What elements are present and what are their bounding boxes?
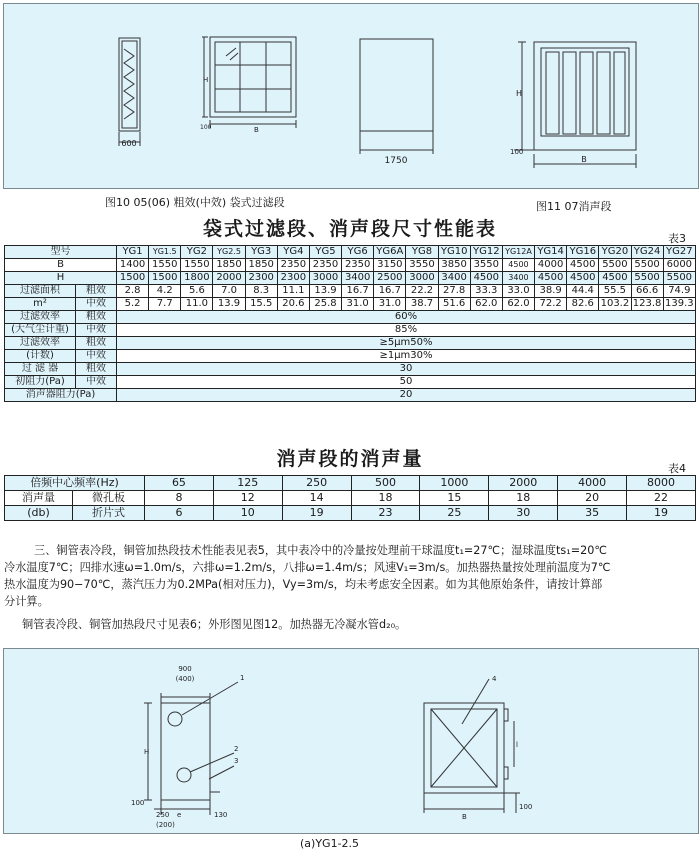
inlet-pipe-icon: [168, 712, 182, 726]
table3-number: 表3: [668, 232, 686, 245]
h-cell: 2300: [277, 272, 309, 285]
dim-b-coil: B: [462, 813, 467, 821]
eff1-label-a: 过滤效率: [5, 311, 76, 324]
sil-res-value: 20: [117, 389, 696, 402]
eff2-coarse-label: 粗效: [76, 337, 117, 350]
dim-200: (200): [156, 821, 175, 829]
b-cell: 4500: [567, 259, 599, 272]
b-cell: 5500: [631, 259, 663, 272]
res-coarse-label: 粗效: [76, 363, 117, 376]
row2-cell: 19: [282, 506, 351, 521]
dim-100-filter: 100: [200, 124, 212, 131]
area-medium-cell: 25.8: [309, 298, 341, 311]
eff2-coarse-value: ≥5μm50%: [117, 337, 696, 350]
dim-h-coil: H: [144, 748, 150, 756]
area-coarse-cell: 22.2: [406, 285, 438, 298]
area-unit: m²: [5, 298, 76, 311]
area-coarse-cell: 5.6: [181, 285, 213, 298]
unit-label: (db): [5, 506, 73, 521]
area-coarse-cell: 2.8: [117, 285, 149, 298]
dim-b-filter: B: [254, 126, 259, 134]
filter-silencer-drawings: [3, 3, 699, 189]
dim-100-coil: 100: [131, 799, 145, 807]
h-cell: 5500: [663, 272, 695, 285]
area-medium-cell: 139.3: [665, 298, 694, 309]
res-coarse-value: 30: [117, 363, 696, 376]
row1-cell: 8: [145, 491, 214, 506]
dim-400: (400): [175, 675, 195, 683]
dim-900: 900: [178, 665, 192, 673]
eff2-medium-label: 中效: [76, 350, 117, 363]
para-line-1: 三、铜管表冷段，铜管加热段技术性能表见表5，其中表冷中的冷量按处理前干球温度t₁=27℃；湿球温度ts₁=20℃: [34, 544, 607, 557]
b-cell: 1850: [245, 259, 277, 272]
area-medium-cell: 15.5: [245, 298, 277, 311]
eff2-label-b: (计数): [5, 350, 76, 363]
h-cell: 3400: [438, 272, 470, 285]
table3-title: 袋式过滤段、消声段尺寸性能表: [202, 218, 497, 240]
para-line-2: 冷水温度7℃；四排水速ω=1.0m/s，六排ω=1.2m/s，八排ω=1.4m/s；风速V₁=3m/s。加热器热量按处理前温度为7℃: [4, 561, 611, 574]
model-cell: YG20: [599, 246, 631, 259]
model-cell: YG8: [406, 246, 438, 259]
area-medium-cell: 7.7: [149, 298, 181, 311]
model-cell: YG1.5: [149, 246, 181, 259]
res-medium-value: 50: [117, 376, 696, 389]
model-cell: YG3: [245, 246, 277, 259]
row1-cell: 20: [558, 491, 627, 506]
res-label-a: 过 滤 器: [5, 363, 76, 376]
h-cell: 2300: [245, 272, 277, 285]
row1-cell: 14: [282, 491, 351, 506]
row2-cell: 23: [351, 506, 420, 521]
area-coarse-cell: 7.0: [213, 285, 245, 298]
model-cell: YG6A: [374, 246, 406, 259]
dim-600: 600: [121, 139, 137, 148]
table4-number: 表4: [668, 462, 686, 475]
h-cell: 3400: [342, 272, 374, 285]
amount-label: 消声量: [5, 491, 73, 506]
eff1-medium-value: 85%: [117, 324, 696, 337]
b-cell: 3550: [406, 259, 438, 272]
model-cell: YG27: [663, 246, 695, 259]
b-cell: 2350: [342, 259, 374, 272]
dim-h-filter: H: [203, 76, 209, 84]
freq-cell: 2000: [489, 476, 558, 491]
para-line-3: 热水温度为90−70℃，蒸汽压力为0.2MPa(相对压力)，Vy=3m/s，均未考虑安全因素。如为其他原始条件，请按计算部: [4, 578, 603, 591]
h-cell: 2000: [213, 272, 245, 285]
dim-100-coil-front: 100: [519, 803, 533, 811]
freq-cell: 250: [282, 476, 351, 491]
table4-title: 消声段的消声量: [276, 448, 424, 470]
eff1-label-b: (大气尘计重): [5, 324, 76, 337]
eff1-coarse-label: 粗效: [76, 311, 117, 324]
dim-h-silencer: H: [516, 89, 523, 98]
row2-label: 折片式: [73, 506, 145, 521]
dim-l: l: [516, 741, 518, 749]
area-medium-cell: 31.0: [374, 298, 406, 311]
area-coarse-cell: 55.5: [599, 285, 631, 298]
h-cell: 1800: [181, 272, 213, 285]
model-cell: YG1: [117, 246, 149, 259]
row2-cell: 10: [213, 506, 282, 521]
area-coarse-cell: 11.1: [277, 285, 309, 298]
b-cell: 1850: [213, 259, 245, 272]
area-medium-cell: 123.8: [632, 298, 662, 309]
model-cell: YG14: [535, 246, 567, 259]
b-row-label: B: [5, 259, 117, 272]
table3: [4, 245, 696, 402]
row1-label: 微孔板: [73, 491, 145, 506]
freq-cell: 1000: [420, 476, 489, 491]
model-cell: YG10: [438, 246, 470, 259]
freq-label: 倍频中心频率(Hz): [5, 476, 145, 491]
eff1-coarse-value: 60%: [117, 311, 696, 324]
freq-cell: 500: [351, 476, 420, 491]
outlet-pipe-icon: [177, 768, 191, 782]
area-medium-cell: 38.7: [406, 298, 438, 311]
b-cell: 5500: [599, 259, 631, 272]
area-coarse-cell: 66.6: [631, 285, 663, 298]
area-medium-cell: 72.2: [535, 298, 567, 311]
area-coarse-cell: 44.4: [567, 285, 599, 298]
b-cell: 4000: [535, 259, 567, 272]
b-cell: 1550: [181, 259, 213, 272]
h-cell: 3400: [502, 272, 534, 285]
model-cell: YG16: [567, 246, 599, 259]
b-cell: 3150: [374, 259, 406, 272]
caption-bag-filter: 图10 05(06) 粗效(中效) 袋式过滤段: [105, 196, 285, 209]
model-cell: YG12A: [502, 246, 534, 259]
area-coarse-cell: 16.7: [342, 285, 374, 298]
area-coarse-cell: 27.8: [438, 285, 470, 298]
caption-silencer: 图11 07消声段: [536, 200, 612, 213]
row1-cell: 18: [489, 491, 558, 506]
h-cell: 4500: [567, 272, 599, 285]
h-cell: 5500: [631, 272, 663, 285]
h-cell: 4500: [535, 272, 567, 285]
row1-cell: 22: [627, 491, 696, 506]
b-cell: 3550: [470, 259, 502, 272]
callout-2: 2: [234, 745, 239, 753]
row2-cell: 6: [145, 506, 214, 521]
para-2: 铜管表冷段、铜管加热段尺寸见表6；外形图见图12。加热器无冷凝水管d₂₀。: [22, 618, 407, 631]
dim-250: 250: [156, 811, 170, 819]
dim-e: e: [177, 811, 182, 819]
area-medium-cell: 20.6: [277, 298, 309, 311]
model-cell: YG12: [470, 246, 502, 259]
h-cell: 3000: [309, 272, 341, 285]
b-cell: 2350: [309, 259, 341, 272]
row2-cell: 30: [489, 506, 558, 521]
model-cell: YG4: [277, 246, 309, 259]
area-coarse-cell: 33.0: [502, 285, 534, 298]
dim-b-silencer: B: [581, 155, 587, 164]
callout-3: 3: [234, 757, 239, 765]
row1-cell: 15: [420, 491, 489, 506]
area-medium-cell: 11.0: [181, 298, 213, 311]
eff2-label-a: 过滤效率: [5, 337, 76, 350]
b-cell: 6000: [663, 259, 695, 272]
area-medium-cell: 13.9: [213, 298, 245, 311]
freq-cell: 8000: [627, 476, 696, 491]
model-cell: YG2.5: [213, 246, 245, 259]
b-cell: 4500: [502, 259, 534, 272]
silencer-side-view: [360, 39, 433, 131]
drawings-svg: [4, 4, 698, 188]
sil-res-label: 消声器阻力(Pa): [5, 389, 117, 402]
area-medium-cell: 31.0: [342, 298, 374, 311]
caption-coil: (a)YG1-2.5: [300, 837, 360, 850]
h-row-label: H: [5, 272, 117, 285]
b-cell: 1550: [149, 259, 181, 272]
model-cell: YG5: [309, 246, 341, 259]
dim-130: 130: [214, 811, 228, 819]
b-cell: 3850: [438, 259, 470, 272]
freq-cell: 4000: [558, 476, 627, 491]
model-header: 型号: [5, 246, 117, 259]
model-cell: YG2: [181, 246, 213, 259]
area-coarse-cell: 4.2: [149, 285, 181, 298]
b-cell: 1400: [117, 259, 149, 272]
res-medium-label: 中效: [76, 376, 117, 389]
dim-1750: 1750: [384, 156, 408, 166]
row1-cell: 18: [351, 491, 420, 506]
b-cell: 2350: [277, 259, 309, 272]
freq-cell: 65: [145, 476, 214, 491]
row1-cell: 12: [213, 491, 282, 506]
area-coarse-cell: 38.9: [535, 285, 567, 298]
eff2-medium-value: ≥1μm30%: [117, 350, 696, 363]
row2-cell: 19: [627, 506, 696, 521]
coil-section-drawings: [3, 648, 699, 834]
area-coarse-cell: 8.3: [245, 285, 277, 298]
dim-100-silencer: 100: [510, 148, 524, 156]
area-medium-cell: 62.0: [502, 298, 534, 311]
area-coarse-cell: 74.9: [663, 285, 695, 298]
table4: [4, 475, 696, 521]
h-cell: 1500: [149, 272, 181, 285]
area-medium-cell: 82.6: [567, 298, 599, 311]
callout-1: 1: [240, 674, 245, 682]
row2-cell: 35: [558, 506, 627, 521]
callout-4: 4: [492, 675, 497, 683]
para-line-4: 分计算。: [4, 595, 49, 608]
h-cell: 4500: [599, 272, 631, 285]
coil-drawings-svg: [4, 649, 698, 833]
h-cell: 2500: [374, 272, 406, 285]
h-cell: 4500: [470, 272, 502, 285]
area-medium-label: 中效: [76, 298, 117, 311]
model-cell: YG24: [631, 246, 663, 259]
row2-cell: 25: [420, 506, 489, 521]
area-medium-cell: 5.2: [117, 298, 149, 311]
area-coarse-label: 粗效: [76, 285, 117, 298]
model-cell: YG6: [342, 246, 374, 259]
area-medium-cell: 62.0: [470, 298, 502, 311]
area-medium-cell: 103.2: [600, 298, 630, 309]
filter-front-view: [210, 37, 296, 117]
area-label: 过滤面积: [5, 285, 76, 298]
area-coarse-cell: 13.9: [309, 285, 341, 298]
h-cell: 1500: [117, 272, 149, 285]
area-coarse-cell: 33.3: [470, 285, 502, 298]
res-label-b: 初阻力(Pa): [5, 376, 76, 389]
area-coarse-cell: 16.7: [374, 285, 406, 298]
h-cell: 3000: [406, 272, 438, 285]
eff1-medium-label: 中效: [76, 324, 117, 337]
area-medium-cell: 51.6: [438, 298, 470, 311]
freq-cell: 125: [213, 476, 282, 491]
